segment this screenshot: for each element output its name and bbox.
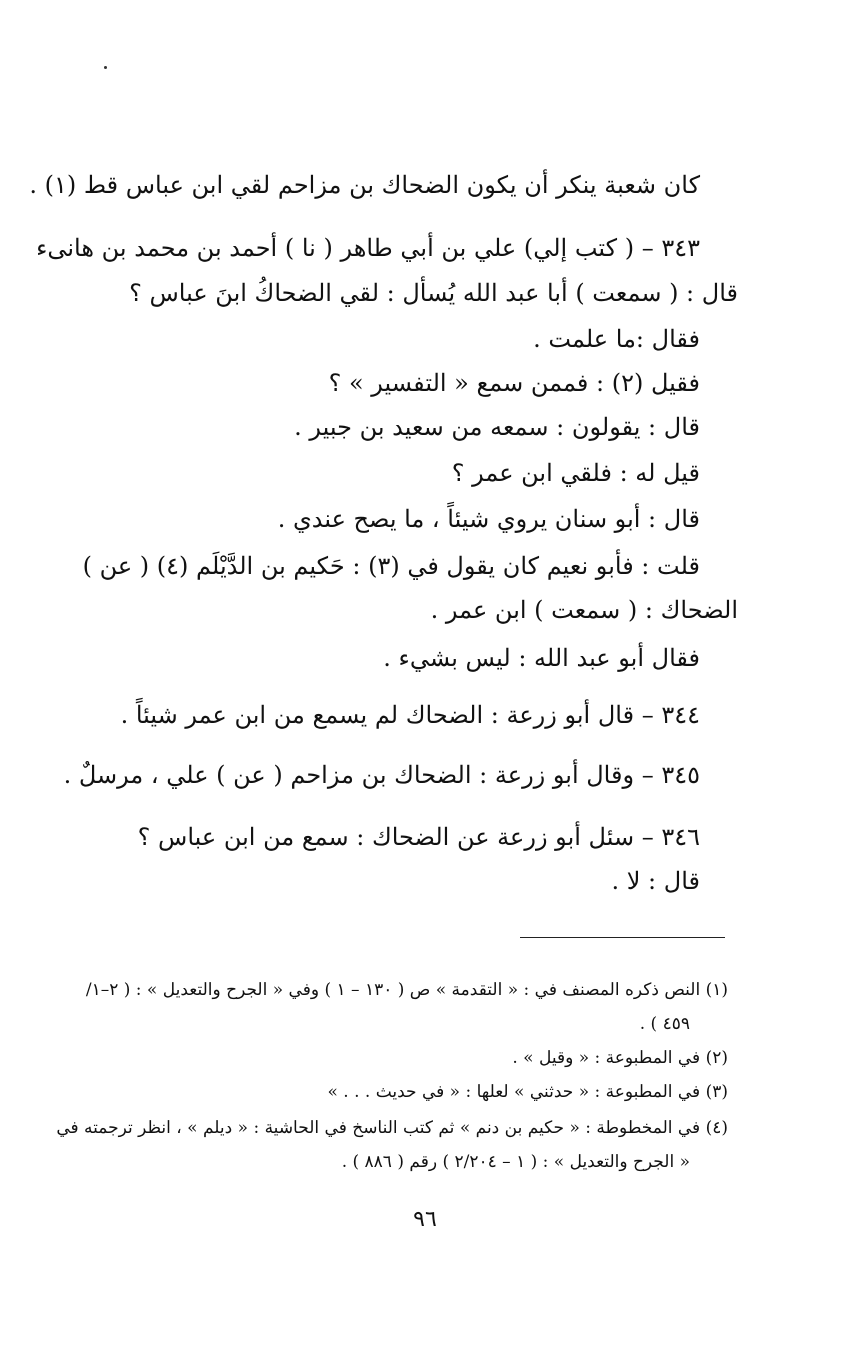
entry-343-line: ٣٤٣ – ( كتب إلي) علي بن أبي طاهر ( نا ) أحمد بن محمد بن هانىء [36,234,700,262]
print-speck [104,66,107,69]
entry-346-line: ٣٤٦ – سئل أبو زرعة عن الضحاك : سمع من ابن عباس ؟ [137,823,700,851]
body-line-11: فقال أبو عبد الله : ليس بشيء . [383,644,700,672]
body-line-6: قال : يقولون : سمعه من سعيد بن جبير . [294,413,700,441]
footnote-4: (٤) في المخطوطة : « حكيم بن دنم » ثم كتب الناسخ في الحاشية : « ديلم » ، انظر ترجمته في [56,1118,728,1138]
body-line-4: فقال :ما علمت . [533,325,700,353]
body-line-8: قال : أبو سنان يروي شيئاً ، ما يصح عندي . [277,505,700,533]
footnote-1: (١) النص ذكره المصنف في : « التقدمة » ص ( ١٣٠ – ١ ) وفي « الجرح والتعديل » : ( ٢–١/ [85,980,728,1000]
footnote-1-cont: ٤٥٩ ) . [639,1014,690,1034]
footnote-4-cont: « الجرح والتعديل » : ( ١ – ٢/٢٠٤ ) رقم ( ٨٨٦ ) . [341,1152,690,1172]
body-line-9: قلت : فأبو نعيم كان يقول في (٣) : حَكيم بن الدَّيْلَم (٤) ( عن ) [82,552,700,580]
body-line-7: قيل له : فلقي ابن عمر ؟ [451,459,700,487]
entry-344-line: ٣٤٤ – قال أبو زرعة : الضحاك لم يسمع من ابن عمر شيئاً . [120,701,700,729]
entry-345-line: ٣٤٥ – وقال أبو زرعة : الضحاك بن مزاحم ( عن ) علي ، مرسلٌ . [63,761,700,789]
page-number: ٩٦ [413,1207,437,1232]
body-line-15: قال : لا . [611,867,700,895]
body-line-1: كان شعبة ينكر أن يكون الضحاك بن مزاحم لقي ابن عباس قط (١) . [29,171,700,199]
footnote-divider [520,937,725,938]
body-line-5: فقيل (٢) : فممن سمع « التفسير » ؟ [328,369,700,397]
footnote-3: (٣) في المطبوعة : « حدثني » لعلها : « في حديث . . . » [327,1082,728,1102]
body-line-3: قال : ( سمعت ) أبا عبد الله يُسأل : لقي الضحاكُ ابنَ عباس ؟ [129,279,738,307]
footnote-2: (٢) في المطبوعة : « وقيل » . [512,1048,728,1068]
body-line-10: الضحاك : ( سمعت ) ابن عمر . [430,596,738,624]
